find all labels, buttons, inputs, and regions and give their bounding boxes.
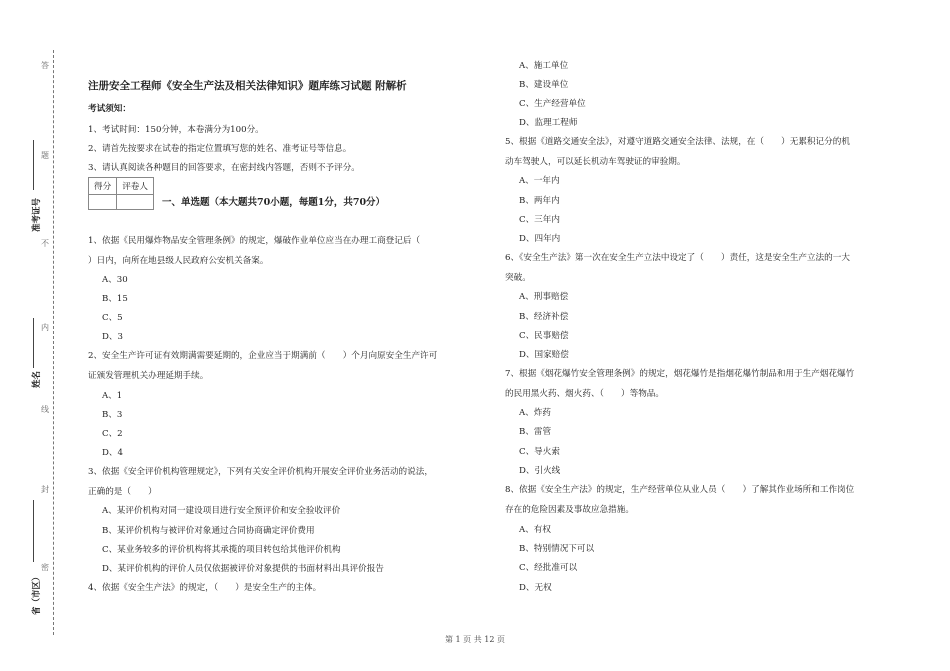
answer-option: B、某评价机构与被评价对象通过合同协商确定评价费用 xyxy=(102,526,315,536)
answer-option: C、导火索 xyxy=(519,447,560,457)
answer-option: D、无权 xyxy=(519,583,552,593)
seal-char: 答 xyxy=(41,61,49,70)
answer-option: B、3 xyxy=(102,410,123,420)
notice-heading: 考试须知： xyxy=(88,104,131,114)
answer-option: C、经批准可以 xyxy=(519,563,578,573)
seal-char: 线 xyxy=(41,405,49,414)
grader-header: 评卷人 xyxy=(117,178,154,195)
province-line xyxy=(33,500,34,562)
answer-option: C、某业务较多的评价机构将其承揽的项目转包给其他评价机构 xyxy=(102,545,341,555)
question-text: 2、安全生产许可证有效期满需要延期的，企业应当于期满前（ ）个月向原安全生产许可 xyxy=(88,351,438,361)
answer-option: C、生产经营单位 xyxy=(519,99,586,109)
seal-char: 密 xyxy=(41,563,49,572)
score-table xyxy=(88,177,154,210)
answer-option: A、施工单位 xyxy=(519,61,569,71)
answer-option: D、3 xyxy=(102,332,123,342)
notice-item: 1、考试时间：150分钟，本卷满分为100分。 xyxy=(88,125,264,135)
seal-dashed-line xyxy=(53,50,54,635)
question-text: 1、依据《民用爆炸物品安全管理条例》的规定，爆破作业单位应当在办理工商登记后（ xyxy=(88,236,421,246)
binding-strip xyxy=(0,0,75,671)
answer-option: C、三年内 xyxy=(519,215,560,225)
answer-option: B、雷管 xyxy=(519,427,552,437)
seal-char: 内 xyxy=(41,323,49,332)
exam-number-label: 准考证号 xyxy=(32,197,42,232)
answer-option: B、经济补偿 xyxy=(519,312,569,322)
grader-cell[interactable] xyxy=(117,195,154,210)
question-text: 7、根据《烟花爆竹安全管理条例》的规定，烟花爆竹是指烟花爆竹制品和用于生产烟花爆竹 xyxy=(505,369,855,379)
answer-option: A、刑事赔偿 xyxy=(519,292,569,302)
notice-item: 3、请认真阅读各种题目的回答要求，在密封线内答题，否则不予评分。 xyxy=(88,163,360,173)
answer-option: A、有权 xyxy=(519,525,551,535)
score-cell[interactable] xyxy=(89,195,117,210)
answer-option: A、某评价机构对同一建设项目进行安全预评价和安全验收评价 xyxy=(102,506,341,516)
answer-option: B、特别情况下可以 xyxy=(519,544,595,554)
answer-option: B、建设单位 xyxy=(519,80,569,90)
notice-item: 2、请首先按要求在试卷的指定位置填写您的姓名、准考证号等信息。 xyxy=(88,144,352,154)
answer-option: A、30 xyxy=(102,275,128,285)
seal-char: 题 xyxy=(41,151,49,160)
answer-option: A、炸药 xyxy=(519,408,551,418)
answer-option: B、15 xyxy=(102,294,128,304)
question-text: 5、根据《道路交通安全法》，对遵守道路交通安全法律、法规，在（ ）无累积记分的机 xyxy=(505,137,850,147)
section-title: 一、单选题（本大题共70小题，每题1分，共70分） xyxy=(162,197,386,208)
question-text-cont: 的民用黑火药、烟火药、（ ）等物品。 xyxy=(505,389,664,399)
answer-option: C、2 xyxy=(102,429,123,439)
question-text: 3、依据《安全评价机构管理规定》，下列有关安全评价机构开展安全评价业务活动的说法， xyxy=(88,467,433,477)
page-footer: 第 1 页 共 12 页 xyxy=(445,635,505,644)
score-header: 得分 xyxy=(89,178,117,195)
question-text-cont: 存在的危险因素及事故应急措施。 xyxy=(505,505,634,515)
question-text-cont: 动车驾驶人，可以延长机动车驾驶证的审验期。 xyxy=(505,157,686,167)
question-text: 6、《安全生产法》第一次在安全生产立法中设定了（ ）责任，这是安全生产立法的一大 xyxy=(505,253,850,263)
answer-option: A、1 xyxy=(102,391,123,401)
answer-option: C、5 xyxy=(102,313,123,323)
answer-option: A、一年内 xyxy=(519,176,560,186)
question-text-cont: 正确的是（ ） xyxy=(88,487,157,497)
answer-option: D、四年内 xyxy=(519,234,561,244)
question-text: 4、依据《安全生产法》的规定，（ ）是安全生产的主体。 xyxy=(88,583,322,593)
answer-option: D、4 xyxy=(102,448,123,458)
question-text-cont: 证颁发管理机关办理延期手续。 xyxy=(88,371,209,381)
name-line xyxy=(33,318,34,368)
seal-char: 封 xyxy=(41,485,49,494)
answer-option: D、引火线 xyxy=(519,466,561,476)
answer-option: C、民事赔偿 xyxy=(519,331,569,341)
answer-option: D、某评价机构的评价人员仅依据被评价对象提供的书面材料出具评价报告 xyxy=(102,564,384,574)
question-text-cont: 突破。 xyxy=(505,273,531,283)
province-label: 省（市区） xyxy=(32,572,42,615)
question-text-cont: ）日内，向所在地县级人民政府公安机关备案。 xyxy=(88,256,269,266)
question-text: 8、依据《安全生产法》的规定，生产经营单位从业人员（ ）了解其作业场所和工作岗位 xyxy=(505,485,855,495)
answer-option: B、两年内 xyxy=(519,196,560,206)
seal-char: 不 xyxy=(41,239,49,248)
document-title: 注册安全工程师《安全生产法及相关法律知识》题库练习试题 附解析 xyxy=(88,80,407,92)
answer-option: D、监理工程师 xyxy=(519,118,578,128)
name-label: 姓名 xyxy=(32,370,42,388)
answer-option: D、国家赔偿 xyxy=(519,350,569,360)
exam-number-line xyxy=(33,140,34,190)
